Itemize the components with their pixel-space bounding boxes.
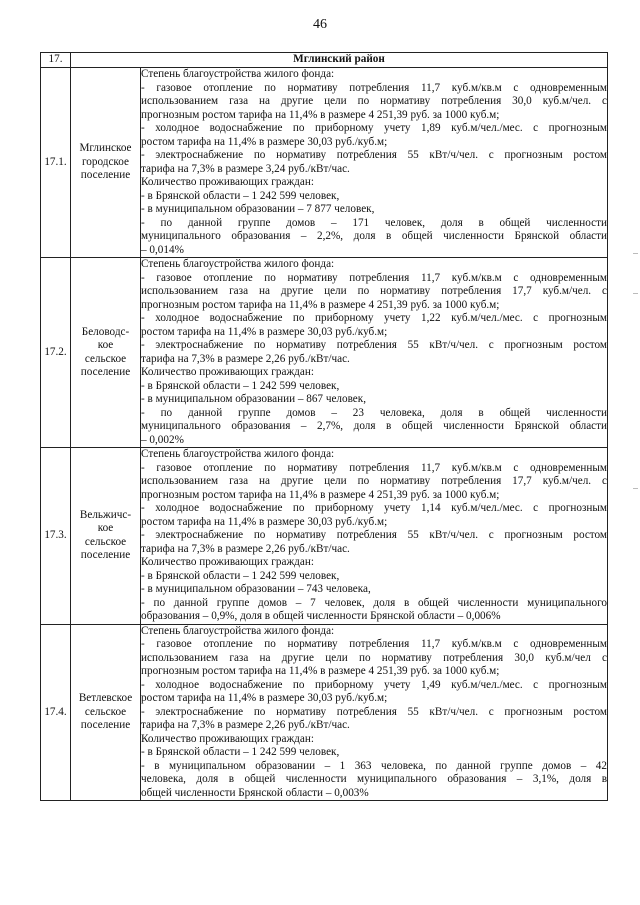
description-line: - в Брянской области – 1 242 599 человек, [141, 569, 340, 582]
table-row [41, 258, 608, 448]
description-line: - в Брянской области – 1 242 599 человек, [141, 379, 340, 392]
settlement-name-line: сельское [84, 705, 127, 718]
margin-mark [633, 488, 638, 489]
description-line: Степень благоустройства жилого фонда: [141, 68, 335, 80]
description-line: тарифа на 7,3% в размере 2,26 руб./кВт/час. [141, 719, 350, 731]
description-line: - в Брянской области – 1 242 599 человек, [141, 746, 340, 758]
description-line: Степень благоустройства жилого фонда: [141, 258, 335, 270]
description-line: - в муниципальном образовании – 7 877 человек, [141, 203, 375, 215]
settlement-name-line: Ветлевское [78, 692, 133, 704]
description-line: Степень благоустройства жилого фонда: [141, 448, 335, 460]
description-line: ростом тарифа на 11,4% в размере 30,03 руб./куб.м; [141, 325, 388, 338]
settlement-description [141, 624, 608, 801]
description-line: тарифа на 7,3% в размере 3,24 руб./кВт/час. [141, 162, 350, 175]
description-line: - в муниципальном образовании – 867 человек, [141, 393, 367, 405]
district-number: 17. [41, 53, 71, 68]
description-line: ростом тарифа на 11,4% в размере 30,03 руб./куб.м; [141, 692, 388, 704]
settlement-name-line: сельское [84, 535, 127, 548]
settlement-name-line: Мглинское [79, 142, 132, 155]
description-line: - по данной группе домов – 23 человека, доля в общей численности [141, 406, 607, 419]
description-line: - в муниципальном образовании – 743 человека, [141, 583, 371, 595]
settlement-name-line: сельское [84, 352, 127, 365]
district-title: Мглинский район [71, 53, 608, 68]
description-line: использованием газа на другие цели по нормативу потребления 30,0 куб.м/чел с [141, 651, 607, 664]
description-line: - газовое отопление по нормативу потребления 11,7 куб.м/кв.м с одновременным [141, 271, 607, 284]
settlements-table [40, 52, 608, 801]
description-line: тарифа на 7,3% в размере 2,26 руб./кВт/час. [141, 542, 350, 555]
description-line: – 0,014% [141, 243, 184, 256]
settlement-name-line: кое [97, 522, 114, 535]
description-line: - по данной группе домов – 171 человек, доля в общей численности [141, 216, 607, 229]
description-line: муниципального образования – 2,7%, доля в общей численности Брянской области [141, 420, 607, 432]
description-line: - холодное водоснабжение по приборному учету 1,89 куб.м/чел./мес. с прогнозным [141, 122, 607, 134]
description-line: тарифа на 7,3% в размере 2,26 руб./кВт/час. [141, 352, 350, 365]
description-line: образования – 0,9%, доля в общей численности Брянской области – 0,006% [141, 610, 501, 622]
description-line: использованием газа на другие цели по нормативу потребления 17,7 куб.м/чел. с [141, 475, 607, 487]
description-line: муниципального образования – 2,2%, доля в общей численности Брянской области [141, 230, 607, 242]
description-line: - электроснабжение по нормативу потребления 55 кВт/ч/чел. с прогнозным ростом [141, 149, 607, 161]
description-line: - электроснабжение по нормативу потребления 55 кВт/ч/чел. с прогнозным ростом [141, 529, 607, 541]
settlement-description [141, 68, 608, 258]
description-line: - электроснабжение по нормативу потребления 55 кВт/ч/чел. с прогнозным ростом [141, 705, 607, 718]
margin-mark [633, 293, 638, 294]
page-number: 46 [313, 17, 327, 32]
margin-mark [633, 253, 638, 254]
description-line: Количество проживающих граждан: [141, 176, 314, 188]
description-line: ростом тарифа на 11,4% в размере 30,03 руб./куб.м; [141, 515, 388, 528]
description-line: - газовое отопление по нормативу потребления 11,7 куб.м/кв.м с одновременным [141, 461, 607, 474]
settlement-name-line: Беловодс- [81, 325, 130, 338]
description-line: прогнозным ростом тарифа на 11,4% в размере 4 251,39 руб. за 1000 куб.м; [141, 298, 500, 311]
settlement-description [141, 448, 608, 625]
description-line: - в муниципальном образовании – 1 363 человека, по данной группе домов – 42 [141, 759, 607, 772]
settlement-description [141, 258, 608, 448]
table-row [41, 624, 608, 801]
description-line: Количество проживающих граждан: [141, 366, 314, 378]
description-line: Количество проживающих граждан: [141, 732, 314, 745]
settlement-name [71, 68, 141, 258]
settlement-name-line: поселение [80, 366, 131, 378]
description-line: прогнозным ростом тарифа на 11,4% в размере 4 251,39 руб. за 1000 куб.м; [141, 665, 500, 677]
description-line: общей численности Брянской области – 0,003% [141, 786, 369, 799]
description-line: - в Брянской области – 1 242 599 человек, [141, 189, 340, 202]
settlement-name-line: Вельжичс- [79, 508, 132, 521]
settlement-name-line: поселение [80, 169, 131, 182]
description-line: - холодное водоснабжение по приборному учету 1,22 куб.м/чел./мес. с прогнозным [141, 312, 607, 324]
settlement-name [71, 448, 141, 625]
description-line: - по данной группе домов – 7 человек, доля в общей численности муниципального [141, 596, 607, 609]
description-line: ростом тарифа на 11,4% в размере 30,03 руб./куб.м; [141, 135, 388, 148]
table-row [41, 68, 608, 258]
table-row [41, 448, 608, 625]
table-header-row [41, 53, 608, 68]
description-line: – 0,002% [141, 433, 184, 446]
settlement-name [71, 624, 141, 801]
settlement-name [71, 258, 141, 448]
row-number: 17.1. [41, 68, 71, 258]
row-number: 17.3. [41, 448, 71, 625]
description-line: - холодное водоснабжение по приборному учету 1,14 куб.м/чел./мес. с прогнозным [141, 502, 607, 514]
description-line: - холодное водоснабжение по приборному учету 1,49 куб.м/чел./мес. с прогнозным [141, 678, 607, 691]
description-line: - газовое отопление по нормативу потребления 11,7 куб.м/кв.м с одновременным [141, 81, 607, 94]
row-number: 17.4. [41, 624, 71, 801]
description-line: Степень благоустройства жилого фонда: [141, 624, 335, 637]
description-line: человека, доля в общей численности муниципального образования – 3,1%, доля в [141, 773, 607, 785]
description-line: прогнозным ростом тарифа на 11,4% в размере 4 251,39 руб. за 1000 куб.м; [141, 488, 500, 501]
description-line: использованием газа на другие цели по нормативу потребления 17,7 куб.м/чел. с [141, 285, 607, 297]
row-number: 17.2. [41, 258, 71, 448]
description-line: прогнозным ростом тарифа на 11,4% в размере 4 251,39 руб. за 1000 куб.м; [141, 108, 500, 121]
settlement-name-line: поселение [80, 549, 131, 562]
description-line: - электроснабжение по нормативу потребления 55 кВт/ч/чел. с прогнозным ростом [141, 339, 607, 351]
settlement-name-line: городское [82, 155, 129, 168]
settlement-name-line: кое [97, 339, 114, 351]
description-line: - газовое отопление по нормативу потребления 11,7 куб.м/кв.м с одновременным [141, 638, 607, 650]
description-line: использованием газа на другие цели по нормативу потребления 30,0 куб.м/чел. с [141, 95, 607, 107]
description-line: Количество проживающих граждан: [141, 556, 314, 568]
settlement-name-line: поселение [80, 719, 131, 731]
